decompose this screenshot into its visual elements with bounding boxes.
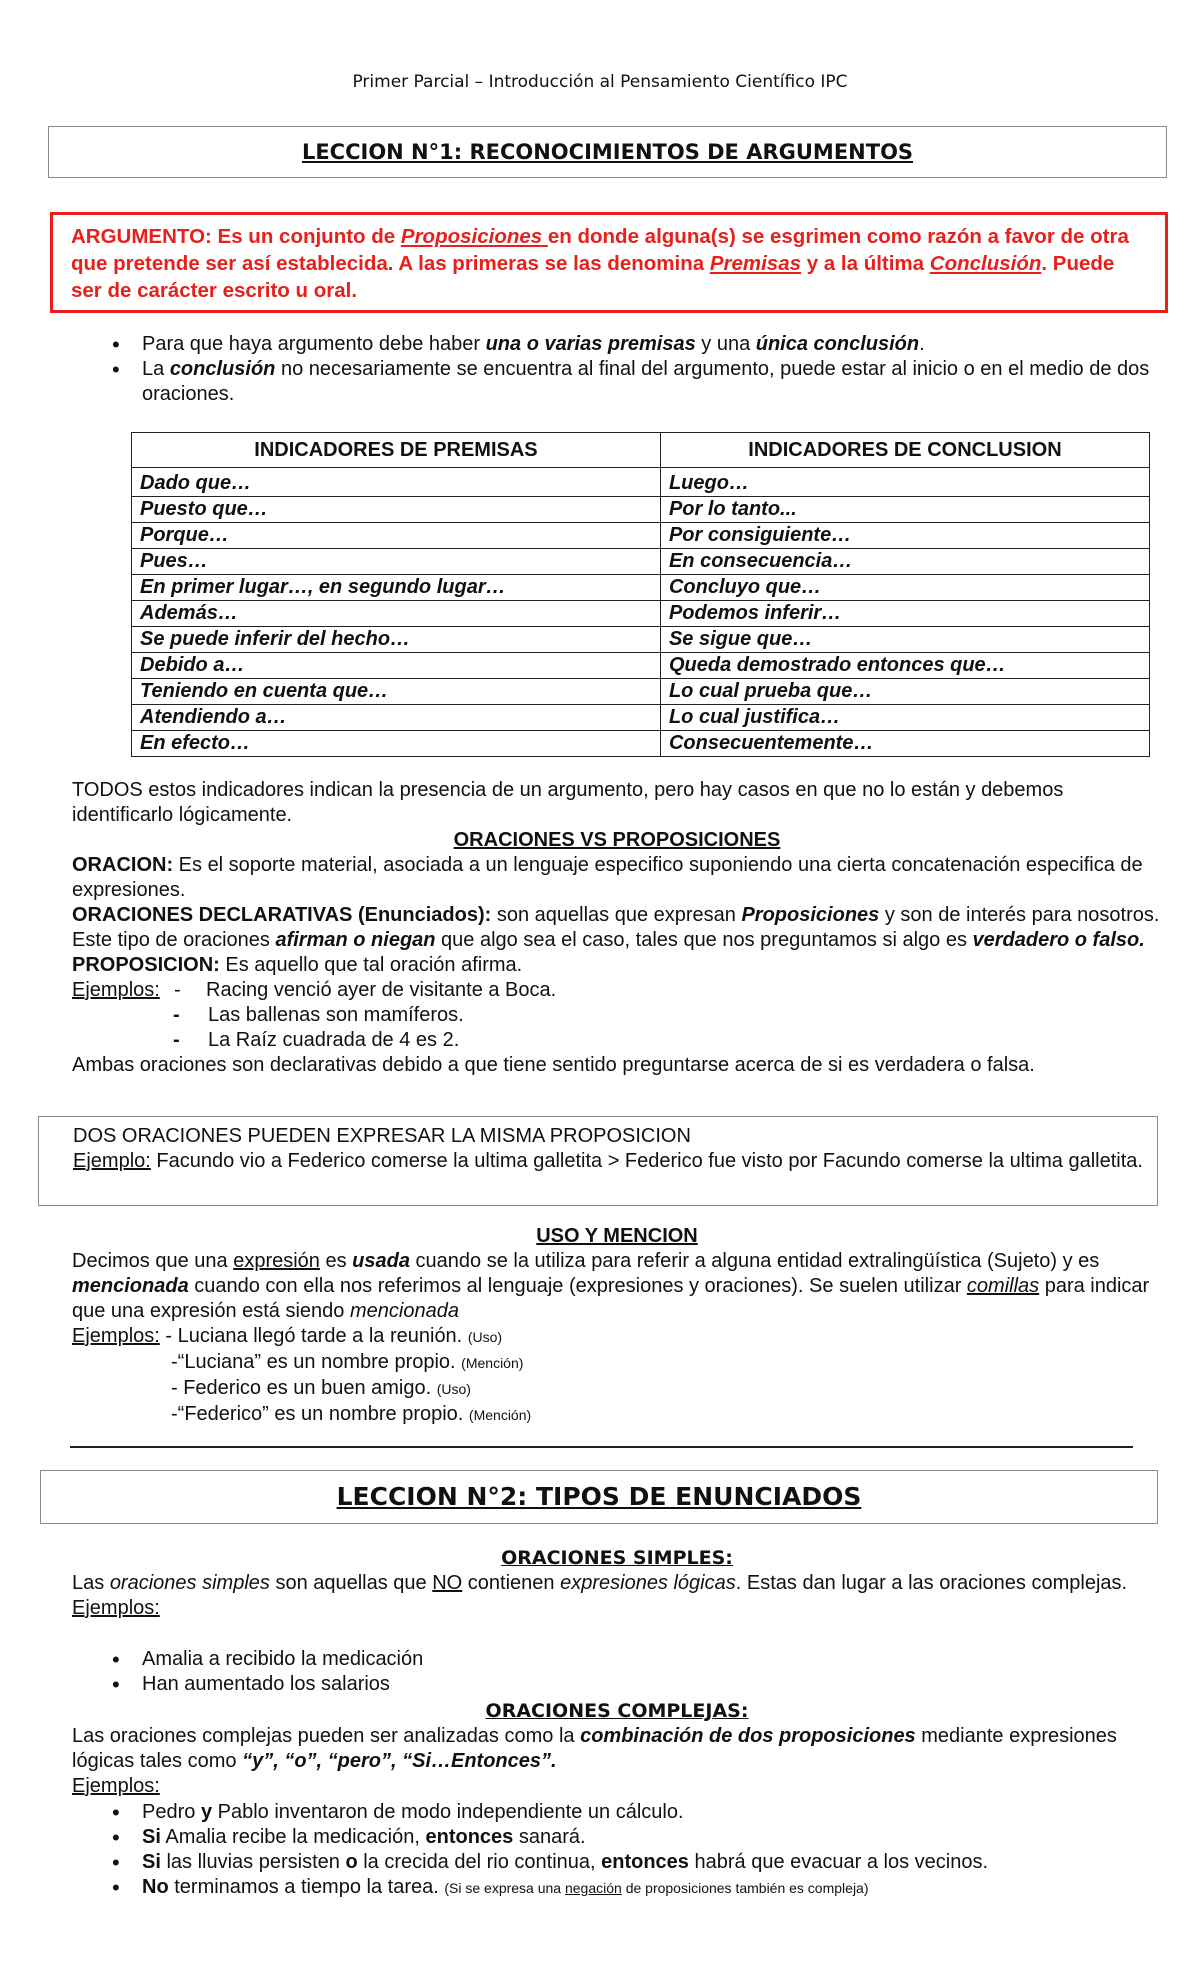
premisa-cell: Teniendo en cuenta que… — [132, 679, 661, 705]
list-item: • Pedro y Pablo inventaron de modo independiente un cálculo. — [72, 1800, 1172, 1825]
term-conclusion: Conclusión — [929, 252, 1042, 275]
conclusion-cell: Por lo tanto... — [660, 497, 1149, 523]
oracion-paragraph: ORACION: Es el soporte material, asociada a un lenguaje especifico suponiendo una cierta concatenación especifica de expresiones. — [72, 854, 1143, 901]
lesson2-title: LECCION N°2: TIPOS DE ENUNCIADOS — [336, 1482, 862, 1511]
conclusion-cell: Concluyo que… — [660, 575, 1149, 601]
simples-paragraph: Las oraciones simples son aquellas que NO contienen expresiones lógicas. Estas dan lugar a las oraciones complejas. — [72, 1572, 1128, 1594]
conclusion-cell: Se sigue que… — [660, 627, 1149, 653]
premisa-cell: Atendiendo a… — [132, 705, 661, 731]
oraciones-simples-heading: ORACIONES SIMPLES: — [501, 1547, 733, 1569]
uso-mencion-paragraph: Decimos que una expresión es usada cuando se la utiliza para referir a alguna entidad extralingüística (Sujeto) y es mencionada cuando con ella nos referimos al lenguaje (expresiones y oraciones). Se suelen utilizar comillas para indicar que una expresión está siendo mencionada — [72, 1250, 1150, 1322]
oraciones-vs-proposiciones-heading: ORACIONES VS PROPOSICIONES — [453, 829, 781, 851]
conclusion-cell: Queda demostrado entonces que… — [660, 653, 1149, 679]
uso-ejemplo-line: -“Luciana” es un nombre propio. (Mención) — [171, 1351, 524, 1373]
todos-paragraph: TODOS estos indicadores indican la presencia de un argumento, pero hay casos en que no lo están y debemos identificarlo lógicamente. — [72, 779, 1064, 826]
section-divider — [70, 1446, 1133, 1448]
dos-oraciones-title: DOS ORACIONES PUEDEN EXPRESAR LA MISMA PROPOSICION — [73, 1125, 691, 1147]
simples-ejemplos-label: Ejemplos: — [72, 1597, 160, 1619]
uso-ejemplo-line: -“Federico” es un nombre propio. (Mención) — [171, 1403, 532, 1425]
lesson1-title-box — [48, 126, 1167, 178]
lesson1-body — [72, 778, 1162, 1078]
lesson2-title-box — [40, 1470, 1158, 1524]
premisa-cell: Se puede inferir del hecho… — [132, 627, 661, 653]
lesson1-title: LECCION N°1: RECONOCIMIENTOS DE ARGUMENTOS — [301, 140, 914, 164]
ejemplos-line: Ejemplos: - Racing venció ayer de visitante a Boca. — [72, 979, 557, 1001]
table-row — [132, 497, 1150, 523]
premisa-cell: Puesto que… — [132, 497, 661, 523]
table-row — [132, 601, 1150, 627]
list-item: • La conclusión no necesariamente se encuentra al final del argumento, puede estar al inicio o en el medio de dos oraciones. — [72, 357, 1162, 407]
premisa-cell: Dado que… — [132, 468, 661, 497]
table-row — [132, 468, 1150, 497]
uso-mencion-section — [72, 1224, 1162, 1428]
uso-ejemplo-line: - Federico es un buen amigo. (Uso) — [171, 1377, 471, 1399]
conclusion-cell: Consecuentemente… — [660, 731, 1149, 757]
complejas-ejemplos-list — [72, 1800, 1172, 1901]
complejas-section — [72, 1699, 1162, 1799]
table-row — [132, 705, 1150, 731]
premisa-cell: Además… — [132, 601, 661, 627]
ejemplo-item: - Las ballenas son mamíferos. — [173, 1004, 464, 1026]
proposicion-paragraph: PROPOSICION: Es aquello que tal oración afirma. — [72, 954, 523, 976]
table-row — [132, 653, 1150, 679]
simples-ejemplos-list — [72, 1647, 1162, 1697]
list-item: • Si Amalia recibe la medicación, entonces sanará. — [72, 1825, 1172, 1850]
list-item: • Han aumentado los salarios — [72, 1672, 1162, 1697]
table-row — [132, 679, 1150, 705]
indicators-table — [131, 432, 1150, 757]
lesson2-body — [72, 1546, 1162, 1621]
conclusion-cell: Podemos inferir… — [660, 601, 1149, 627]
uso-ejemplo-line: Ejemplos: - Luciana llegó tarde a la reunión. (Uso) — [72, 1325, 503, 1347]
definition-text: y a la última — [801, 252, 930, 275]
dos-oraciones-example: Ejemplo: Facundo vio a Federico comerse la ultima galletita > Federico fue visto por Facundo comerse la ultima galletita. — [73, 1150, 1143, 1172]
complejas-paragraph: Las oraciones complejas pueden ser analizadas como la combinación de dos proposiciones mediante expresiones lógicas tales como “y”, “o”, “pero”, “Si…Entonces”. — [72, 1725, 1117, 1772]
page-header: Primer Parcial – Introducción al Pensamiento Científico IPC — [352, 72, 848, 92]
list-item: • Si las lluvias persisten o la crecida del rio continua, entonces habrá que evacuar a los vecinos. — [72, 1850, 1172, 1875]
premisa-cell: En efecto… — [132, 731, 661, 757]
oraciones-complejas-heading: ORACIONES COMPLEJAS: — [485, 1700, 749, 1722]
argument-rules-list — [72, 332, 1162, 407]
definition-text: en donde alguna(s) se esgrimen como razón a favor de otra que pretende ser así establecida. A las primeras se las denomina — [71, 225, 1129, 275]
argumento-definition-box — [50, 212, 1168, 313]
ejemplo-item: - La Raíz cuadrada de 4 es 2. — [173, 1029, 460, 1051]
conclusion-cell: Lo cual prueba que… — [660, 679, 1149, 705]
conclusion-cell: Lo cual justifica… — [660, 705, 1149, 731]
definition-text: ARGUMENTO: Es un conjunto de — [71, 225, 401, 248]
definition-text: . Puede ser de carácter escrito u oral. — [71, 252, 1115, 302]
complejas-ejemplos-label: Ejemplos: — [72, 1775, 160, 1797]
table-row — [132, 549, 1150, 575]
premisa-cell: Porque… — [132, 523, 661, 549]
table-row — [132, 575, 1150, 601]
dos-oraciones-box — [38, 1116, 1158, 1206]
term-premisas: Premisas — [709, 252, 802, 275]
declarativas-paragraph: ORACIONES DECLARATIVAS (Enunciados): son aquellas que expresan Proposiciones y son de interés para nosotros. Este tipo de oraciones afirman o niegan que algo sea el caso, tales que nos preguntamos si algo es verdadero o falso. — [72, 904, 1160, 951]
conclusion-cell: En consecuencia… — [660, 549, 1149, 575]
uso-mencion-heading: USO Y MENCION — [536, 1225, 698, 1247]
premisa-cell: Debido a… — [132, 653, 661, 679]
premisa-cell: En primer lugar…, en segundo lugar… — [132, 575, 661, 601]
list-item: • No terminamos a tiempo la tarea. (Si se expresa una negación de proposiciones también es compleja) — [72, 1875, 1172, 1901]
conclusion-cell: Luego… — [660, 468, 1149, 497]
table-row — [132, 627, 1150, 653]
term-proposiciones: Proposiciones — [400, 225, 548, 248]
table-header-premisas: INDICADORES DE PREMISAS — [132, 433, 661, 468]
table-row — [132, 523, 1150, 549]
conclusion-cell: Por consiguiente… — [660, 523, 1149, 549]
list-item: • Para que haya argumento debe haber una o varias premisas y una única conclusión. — [72, 332, 1162, 357]
table-row — [132, 731, 1150, 757]
premisa-cell: Pues… — [132, 549, 661, 575]
table-header-conclusion: INDICADORES DE CONCLUSION — [660, 433, 1149, 468]
list-item: • Amalia a recibido la medicación — [72, 1647, 1162, 1672]
ambas-paragraph: Ambas oraciones son declarativas debido a que tiene sentido preguntarse acerca de si es verdadera o falsa. — [72, 1054, 1035, 1076]
